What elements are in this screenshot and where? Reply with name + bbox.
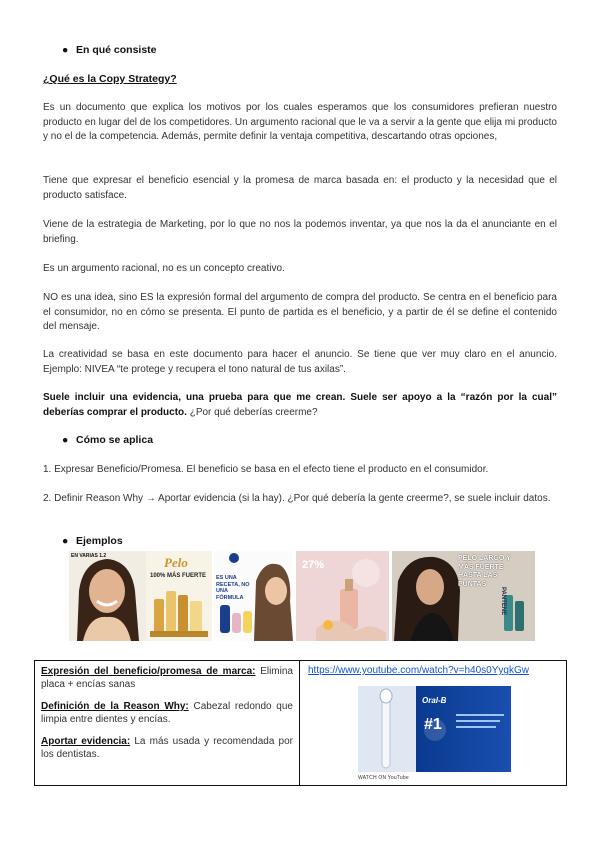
- ad-nivea: [214, 551, 293, 641]
- video-thumbnail[interactable]: [358, 686, 511, 772]
- section-heading-ejemplos: ● Ejemplos: [62, 535, 123, 547]
- ad-serum: [296, 551, 389, 641]
- step-1: 1. Expresar Beneficio/Promesa. El beneficio se basa en el efecto tiene el producto en el consumidor.: [43, 464, 489, 475]
- number-one-badge: #1: [424, 716, 442, 733]
- paragraph-marketing: Viene de la estrategia de Marketing, por lo que no nos la podemos inventar, ya que nos la da el anunciante en el briefing.: [43, 219, 557, 245]
- ad2-brand-text: Pelo: [164, 555, 188, 570]
- paragraph-creativity: La creatividad se basa en este documento para hacer el anuncio. Se tiene que ver muy claro en el anuncio. Ejemplo: NIVEA “te protege y recupera el tono natural de tus axilas”.: [43, 349, 557, 375]
- copy-strategy-table: [34, 660, 567, 786]
- paragraph-rational: Es un argumento racional, no es un concepto creativo.: [43, 263, 285, 274]
- table-right-cell: [300, 661, 567, 786]
- bullet-icon: ●: [62, 535, 69, 547]
- section-heading-en-que-consiste: ● En qué consiste: [62, 44, 157, 56]
- benefit-row: Expresión del beneficio/promesa de marca: Elimina placa + encías sanas: [41, 666, 293, 690]
- ad2-claim-text: 100% MÁS FUERTE: [150, 573, 207, 579]
- question-heading: ¿Qué es la Copy Strategy?: [43, 73, 177, 85]
- ad5-claim-text: PELO LARGO Y MÁS FUERTE HASTA LAS PUNTAS: [458, 555, 511, 588]
- ad-pelo-products: [146, 551, 212, 641]
- paragraph-evidence: Suele incluir una evidencia, una prueba para que me crean. Suele ser apoyo a la “razón por la cual” deberías comprar el producto. ¿Por qué deberías creerme?: [43, 392, 557, 418]
- paragraph-not-idea: NO es una idea, sino ES la expresión formal del argumento de compra del producto. Se centra en el beneficio para el consumidor, no en cómo se presenta. El punto de partida es el beneficio, y a partir de él se define el contenido del mensaje.: [43, 292, 557, 332]
- section-heading-como-se-aplica: ● Cómo se aplica: [62, 434, 154, 446]
- step-2: 2. Definir Reason Why → Aportar evidencia (si la hay). ¿Por qué debería la gente creerme?, se suele incluir datos.: [43, 493, 551, 504]
- bullet-icon: ●: [62, 44, 69, 56]
- ad3-claim-text: ES UNA RECETA, NO UNA FÓRMULA: [216, 575, 250, 601]
- youtube-link[interactable]: https://www.youtube.com/watch?v=h40s0YygkGw: [308, 665, 529, 676]
- oral-b-logo: Oral-B: [422, 696, 447, 705]
- pantene-logo: PANTENE: [500, 587, 506, 616]
- paragraph-definition: Es un documento que explica los motivos por los cuales esperamos que los consumidores prefieran nuestro producto en lugar del de los competidores. Un argumento racional que le va a servir a la gente que elija mi producto y no el de la competencia. Además, permite definir la ventaja competitiva, descartando otras opciones,: [43, 102, 557, 142]
- reason-why-row: Definición de la Reason Why: Cabezal redondo que limpia entre dientes y encías.: [41, 701, 293, 725]
- evidence-row: Aportar evidencia: La más usada y recomendada por los dentistas.: [41, 736, 293, 760]
- ad1-tag-text: EN VARIAS 1.2: [71, 553, 107, 559]
- paragraph-benefit: Tiene que expresar el beneficio esencial y la promesa de marca basada en: el producto y la necesidad que el producto satisface.: [43, 175, 557, 201]
- table-left-cell: [35, 661, 300, 786]
- youtube-caption: WATCH ON YouTube: [358, 775, 409, 781]
- ad-pantene: [392, 551, 535, 641]
- woman-portrait-image: [69, 551, 146, 641]
- ad4-claim-text: 27%: [302, 559, 325, 571]
- ad-woman-smiling: [69, 551, 146, 641]
- bullet-icon: ●: [62, 434, 69, 446]
